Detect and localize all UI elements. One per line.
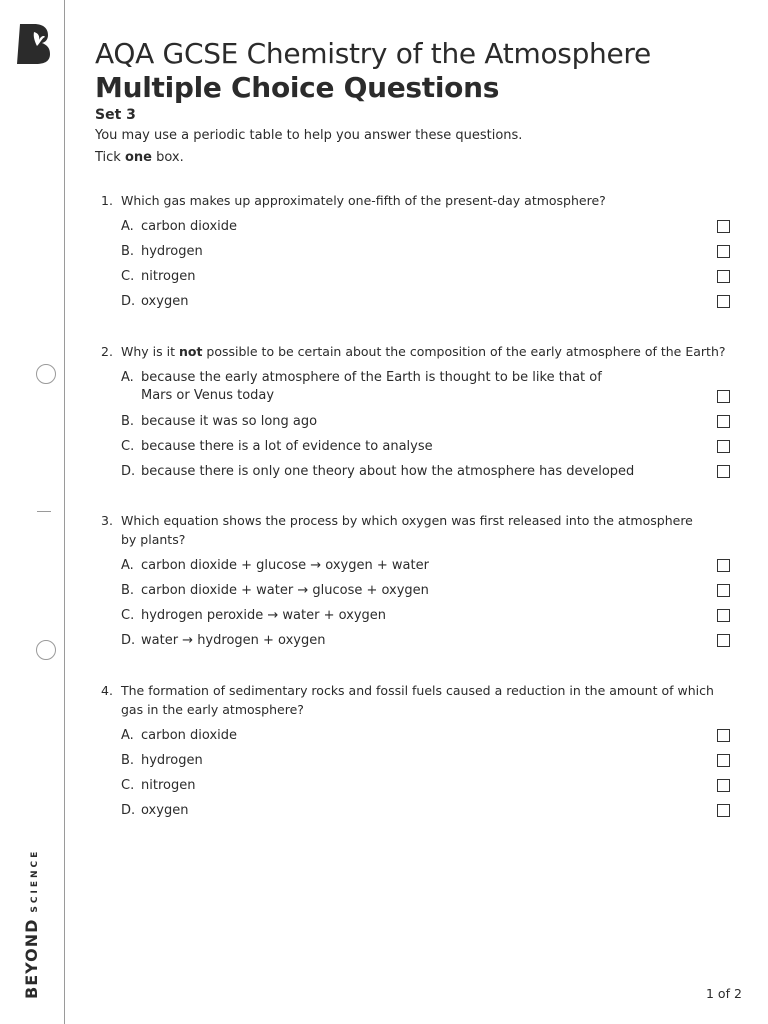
question-text: Which gas makes up approximately one-fifth of the present-day atmosphere? — [121, 193, 606, 208]
beyond-logo-icon — [14, 20, 52, 66]
option-text: hydrogen — [141, 244, 203, 259]
option-text: carbon dioxide — [141, 219, 238, 234]
option-letter: A. — [121, 728, 134, 743]
punch-hole-top — [36, 364, 56, 384]
option-text: oxygen — [141, 803, 189, 818]
option-text: carbon dioxide — [141, 728, 238, 743]
option-b — [95, 412, 740, 437]
question-text: Which equation shows the process by which oxygen was first released into the atmosphere — [121, 513, 693, 528]
option-letter: B. — [121, 414, 135, 429]
question-1 — [95, 191, 740, 317]
answer-checkbox[interactable] — [717, 465, 730, 478]
answer-checkbox[interactable] — [717, 754, 730, 767]
instruction-line-2 — [95, 150, 184, 165]
question-4 — [95, 681, 740, 826]
question-3 — [95, 511, 740, 656]
option-d — [95, 462, 740, 487]
fold-mark — [37, 511, 51, 512]
margin-line — [64, 0, 65, 1024]
answer-checkbox[interactable] — [717, 559, 730, 572]
option-letter: C. — [121, 269, 135, 284]
option-letter: A. — [121, 370, 134, 385]
answer-checkbox[interactable] — [717, 609, 730, 622]
punch-hole-bottom — [36, 640, 56, 660]
question-stem — [95, 191, 740, 210]
option-letter: B. — [121, 753, 135, 768]
option-letter: A. — [121, 219, 134, 234]
option-letter: B. — [121, 583, 135, 598]
question-number: 4. — [101, 683, 113, 698]
page-title: AQA GCSE Chemistry of the Atmosphere — [95, 37, 651, 70]
option-letter: B. — [121, 244, 135, 259]
answer-checkbox[interactable] — [717, 634, 730, 647]
question-text: Why is it — [121, 344, 179, 359]
page-number: 1 of 2 — [706, 986, 742, 1001]
brand-wordmark — [22, 849, 41, 999]
question-stem — [95, 511, 740, 549]
option-letter: A. — [121, 558, 134, 573]
option-a — [95, 556, 740, 581]
option-text: oxygen — [141, 294, 189, 309]
answer-checkbox[interactable] — [717, 440, 730, 453]
option-letter: D. — [121, 803, 136, 818]
question-text: The formation of sedimentary rocks and fossil fuels caused a reduction in the amount of which — [121, 683, 714, 698]
brand-name: BEYOND — [22, 918, 41, 999]
option-c — [95, 776, 740, 801]
page-subtitle: Multiple Choice Questions — [95, 71, 500, 104]
question-number: 1. — [101, 193, 113, 208]
option-text: because there is a lot of evidence to analyse — [141, 439, 433, 454]
option-text: water → hydrogen + oxygen — [141, 633, 326, 648]
option-text: carbon dioxide + glucose → oxygen + water — [141, 558, 429, 573]
option-text: because there is only one theory about how the atmosphere has developed — [141, 464, 635, 479]
question-emphasis: not — [178, 344, 203, 359]
answer-checkbox[interactable] — [717, 415, 730, 428]
option-text-line-2: Mars or Venus today — [141, 388, 275, 403]
question-2 — [95, 342, 740, 487]
question-number: 2. — [101, 344, 113, 359]
option-a — [95, 368, 740, 412]
brand-sub: SCIENCE — [30, 848, 40, 913]
option-d — [95, 631, 740, 656]
option-text: hydrogen peroxide → water + oxygen — [141, 608, 387, 623]
option-text: nitrogen — [141, 778, 196, 793]
option-text: because it was so long ago — [141, 414, 318, 429]
option-c — [95, 267, 740, 292]
option-text: because the early atmosphere of the Earth is thought to be like that of — [141, 370, 602, 385]
option-d — [95, 801, 740, 826]
option-a — [95, 217, 740, 242]
answer-checkbox[interactable] — [717, 245, 730, 258]
instruction-text: box. — [151, 150, 184, 165]
question-text-line-2: gas in the early atmosphere? — [121, 702, 304, 717]
option-d — [95, 292, 740, 317]
option-b — [95, 581, 740, 606]
answer-checkbox[interactable] — [717, 390, 730, 403]
answer-checkbox[interactable] — [717, 729, 730, 742]
option-letter: C. — [121, 778, 135, 793]
option-b — [95, 751, 740, 776]
answer-checkbox[interactable] — [717, 779, 730, 792]
option-letter: D. — [121, 633, 136, 648]
set-label: Set 3 — [95, 107, 136, 123]
option-a — [95, 726, 740, 751]
option-letter: D. — [121, 294, 136, 309]
answer-checkbox[interactable] — [717, 804, 730, 817]
question-number: 3. — [101, 513, 113, 528]
option-text: carbon dioxide + water → glucose + oxygen — [141, 583, 429, 598]
option-b — [95, 242, 740, 267]
answer-checkbox[interactable] — [717, 295, 730, 308]
option-text: hydrogen — [141, 753, 203, 768]
option-letter: C. — [121, 608, 135, 623]
instruction-text: Tick — [95, 150, 125, 165]
option-c — [95, 437, 740, 462]
option-letter: C. — [121, 439, 135, 454]
instruction-emphasis: one — [124, 150, 152, 165]
question-text-line-2: by plants? — [121, 532, 186, 547]
option-letter: D. — [121, 464, 136, 479]
question-text: possible to be certain about the composition of the early atmosphere of the Earth? — [202, 344, 726, 359]
answer-checkbox[interactable] — [717, 220, 730, 233]
option-c — [95, 606, 740, 631]
question-stem — [95, 342, 740, 361]
answer-checkbox[interactable] — [717, 584, 730, 597]
instruction-line-1: You may use a periodic table to help you answer these questions. — [95, 128, 523, 143]
question-stem — [95, 681, 740, 719]
option-text: nitrogen — [141, 269, 196, 284]
answer-checkbox[interactable] — [717, 270, 730, 283]
